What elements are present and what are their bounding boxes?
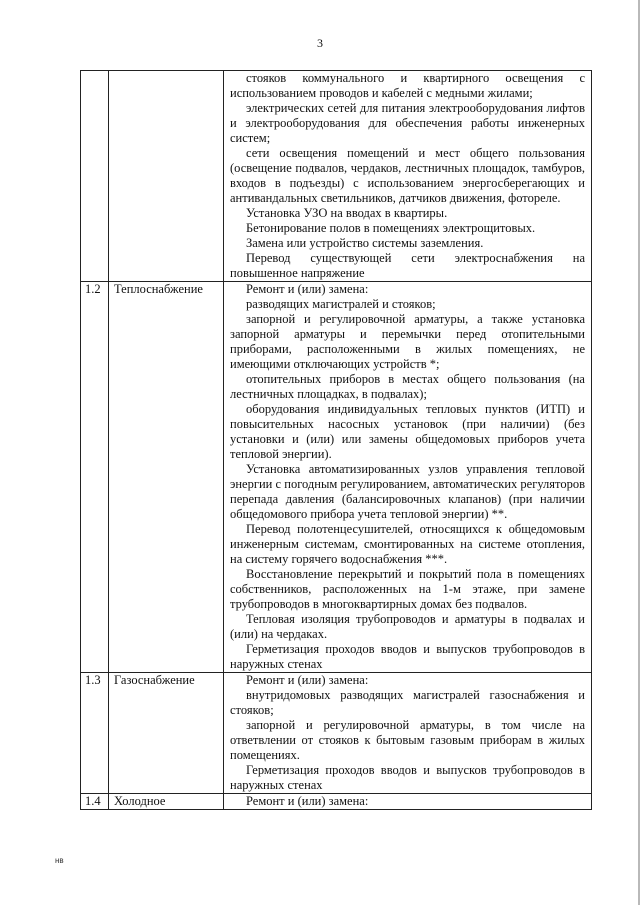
work-paragraph: стояков коммунального и квартирного освещения с использованием проводов и кабелей с медными жилами;	[230, 71, 585, 100]
row-works	[224, 71, 592, 282]
works-table	[80, 70, 592, 810]
table-row	[81, 794, 592, 810]
work-paragraph: Установка УЗО на вводах в квартиры.	[246, 206, 448, 220]
footer-mark: нв	[55, 856, 64, 865]
work-paragraph: запорной и регулировочной арматуры, а также установка запорной арматуры и перемычки перед отопительными приборами, расположенными в жилых помещениях, не имеющими отключающих устройств *;	[230, 312, 585, 371]
work-paragraph: Перевод существующей сети электроснабжения на повышенное напряжение	[230, 251, 585, 280]
work-paragraph: запорной и регулировочной арматуры, в том числе на ответвлении от стояков к бытовым газовым приборам в жилых помещениях.	[230, 718, 585, 762]
work-paragraph: электрических сетей для питания электрооборудования лифтов и электрооборудования для обеспечения работы инженерных систем;	[230, 101, 585, 145]
work-paragraph: отопительных приборов в местах общего пользования (на лестничных площадках, в подвалах);	[230, 372, 585, 401]
work-paragraph: Бетонирование полов в помещениях электрощитовых.	[246, 221, 536, 235]
row-number: 1.4	[81, 794, 109, 810]
table-row	[81, 673, 592, 794]
work-paragraph: Установка автоматизированных узлов управления тепловой энергии с погодным регулированием, автоматических регуляторов перепада давления (балансировочных клапанов) (при наличии общедомового прибора учета тепловой энергии) **.	[230, 462, 585, 521]
row-works	[224, 673, 592, 794]
work-paragraph: Перевод полотенцесушителей, относящихся к общедомовым инженерным системам, смонтированных на системе отопления, на систему горячего водоснабжения ***.	[230, 522, 585, 566]
table-row	[81, 71, 592, 282]
row-category	[109, 71, 224, 282]
work-paragraph: Герметизация проходов вводов и выпусков трубопроводов в наружных стенах	[230, 642, 585, 671]
work-paragraph: сети освещения помещений и мест общего пользования (освещение подвалов, чердаков, лестничных площадок, тамбуров, входов в подъезды) с использованием энергосберегающих и антивандальных светильников, датчиков движения, фотореле.	[230, 146, 585, 205]
row-number: 1.3	[81, 673, 109, 794]
work-paragraph: Ремонт и (или) замена:	[246, 673, 369, 687]
row-works	[224, 794, 592, 810]
work-paragraph: внутридомовых разводящих магистралей газоснабжения и стояков;	[230, 688, 585, 717]
row-category: Теплоснабжение	[109, 282, 224, 673]
page-number: 3	[317, 36, 323, 50]
work-paragraph: разводящих магистралей и стояков;	[246, 297, 436, 311]
work-paragraph: Тепловая изоляция трубопроводов и арматуры в подвалах и (или) на чердаках.	[230, 612, 585, 641]
work-paragraph: оборудования индивидуальных тепловых пунктов (ИТП) и повысительных насосных установок (при наличии) (без установки и (или) или замены общедомовых приборов учета тепловой энергии).	[230, 402, 585, 461]
work-paragraph: Герметизация проходов вводов и выпусков трубопроводов в наружных стенах	[230, 763, 585, 792]
row-number: 1.2	[81, 282, 109, 673]
row-category: Газоснабжение	[109, 673, 224, 794]
table-row	[81, 282, 592, 673]
work-paragraph: Замена или устройство системы заземления.	[246, 236, 484, 250]
work-paragraph: Восстановление перекрытий и покрытий пола в помещениях собственников, расположенных на 1-м этаже, при замене трубопроводов в многоквартирных домах без подвалов.	[230, 567, 585, 611]
row-category: Холодное	[109, 794, 224, 810]
row-number	[81, 71, 109, 282]
work-paragraph: Ремонт и (или) замена:	[246, 794, 369, 808]
row-works	[224, 282, 592, 673]
work-paragraph: Ремонт и (или) замена:	[246, 282, 369, 296]
